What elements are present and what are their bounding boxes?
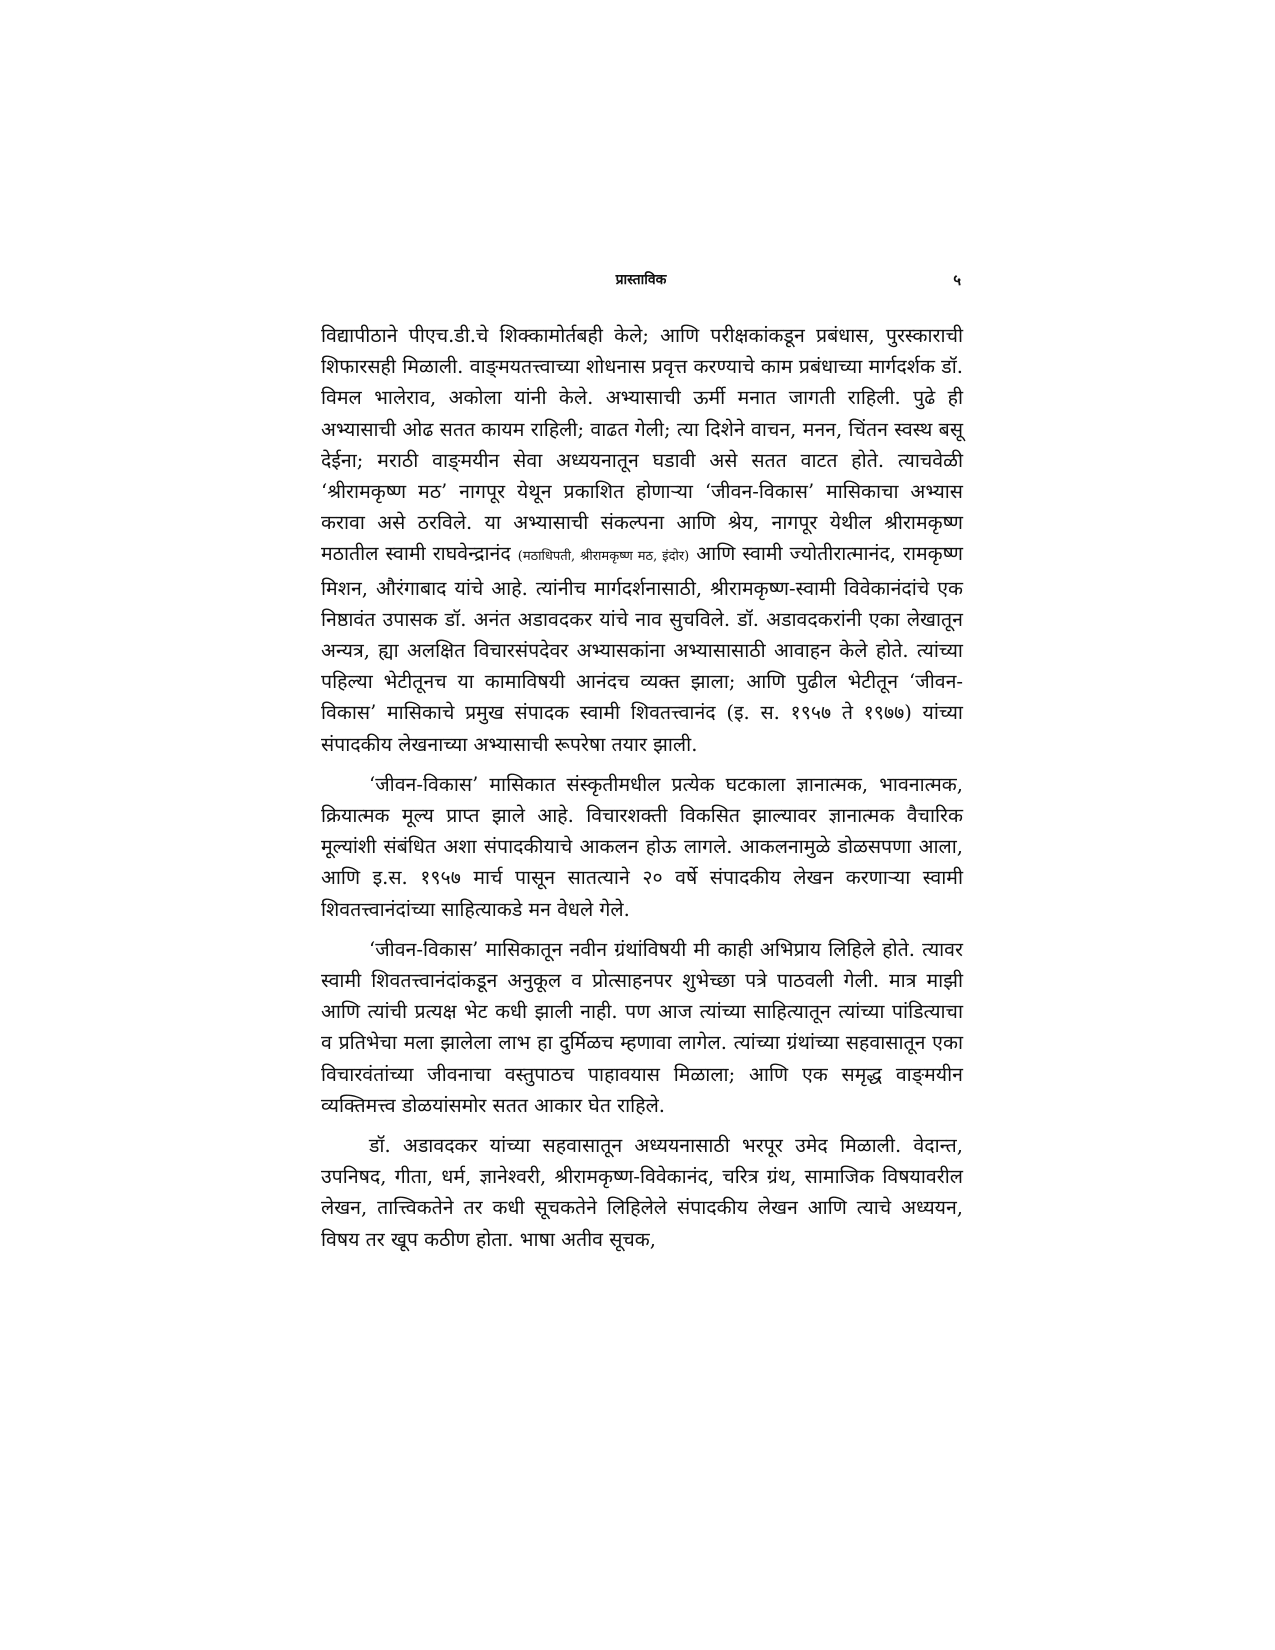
- paragraph-1-parenthetical-note: (मठाधिपती, श्रीरामकृष्ण मठ, इंदोर): [517, 549, 690, 565]
- paragraph-4: डॉ. अडावदकर यांच्या सहवासातून अध्ययनासाठी भरपूर उमेद मिळाली. वेदान्त, उपनिषद, गीता, धर्म, ज्ञानेश्वरी, श्रीरामकृष्ण-विवेकानंद, चरित्र ग्रंथ, सामाजिक विषयावरील लेखन, तात्त्विकतेने तर कधी सूचकतेने लिहिलेले संपादकीय लेखन आणि त्याचे अध्ययन, विषय तर खूप कठीण होता. भाषा अतीव सूचक,: [321, 1134, 963, 1251]
- page-number: ५: [953, 271, 961, 289]
- running-title: प्रास्ताविक: [615, 272, 667, 288]
- paragraph-3: ‘जीवन-विकास’ मासिकातून नवीन ग्रंथांविषयी मी काही अभिप्राय लिहिले होते. त्यावर स्वामी शिवतत्त्वानंदांकडून अनुकूल व प्रोत्साहनपर शुभेच्छा पत्रे पाठवली गेली. मात्र माझी आणि त्यांची प्रत्यक्ष भेट कधी झाली नाही. पण आज त्यांच्या साहित्यातून त्यांच्या पांडित्याचा व प्रतिभेचा मला झालेला लाभ हा दुर्मिळच म्हणावा लागेल. त्यांच्या ग्रंथांच्या सहवासातून एका विचारवंतांच्या जीवनाचा वस्तुपाठच पाहावयास मिळाला; आणि एक समृद्ध वाङ्‌मयीन व्यक्तिमत्त्व डोळयांसमोर सतत आकार घेत राहिले.: [321, 937, 963, 1117]
- body-text: [321, 320, 963, 1264]
- paragraph-1-text-after: आणि स्वामी ज्योतीरात्मानंद, रामकृष्ण मिशन, औरंगाबाद यांचे आहे. त्यांनीच मार्गदर्शनासाठी, श्रीरामकृष्ण-स्वामी विवेकानंदांचे एक निष्ठावंत उपासक डॉ. अनंत अडावदकर यांचे नाव सुचविले. डॉ. अडावदकरांनी एका लेखातून अन्यत्र, ह्या अलक्षित विचारसंपदेवर अभ्यासकांना अभ्यासासाठी आवाहन केले होते. त्यांच्या पहिल्या भेटीतूनच या कामाविषयी आनंदच व्यक्त झाला; आणि पुढील भेटीतून ‘जीवन-विकास’ मासिकाचे प्रमुख संपादक स्वामी शिवतत्त्वानंद (इ. स. १९५७ ते १९७७) यांच्या संपादकीय लेखनाच्या अभ्यासाची रूपरेषा तयार झाली.: [321, 542, 964, 756]
- paragraph-1: [321, 320, 963, 760]
- page-header: [321, 268, 961, 292]
- paragraph-1-text-before: विद्यापीठाने पीएच.डी.चे शिक्कामोर्तबही केले; आणि परीक्षकांकडून प्रबंधास, पुरस्काराची शिफारसही मिळाली. वाङ्‌मयतत्त्वाच्या शोधनास प्रवृत्त करण्याचे काम प्रबंधाच्या मार्गदर्शक डॉ. विमल भालेराव, अकोला यांनी केले. अभ्यासाची ऊर्मी मनात जागती राहिली. पुढे ही अभ्यासाची ओढ सतत कायम राहिली; वाढत गेली; त्या दिशेने वाचन, मनन, चिंतन स्वस्थ बसू देईना; मराठी वाङ्‌मयीन सेवा अध्ययनातून घडावी असे सतत वाटत होते. त्याचवेळी ‘श्रीरामकृष्ण मठ’ नागपूर येथून प्रकाशित होणाऱ्या ‘जीवन-विकास’ मासिकाचा अभ्यास करावा असे ठरविले. या अभ्यासाची संकल्पना आणि श्रेय, नागपूर येथील श्रीरामकृष्ण मठातील स्वामी राघवेन्द्रानंद: [321, 324, 963, 566]
- paragraph-2: ‘जीवन-विकास’ मासिकात संस्कृतीमधील प्रत्येक घटकाला ज्ञानात्मक, भावनात्मक, क्रियात्मक मूल्य प्राप्त झाले आहे. विचारशक्ती विकसित झाल्यावर ज्ञानात्मक वैचारिक मूल्यांशी संबंधित अशा संपादकीयाचे आकलन होऊ लागले. आकलनामुळे डोळसपणा आला, आणि इ.स. १९५७ मार्च पासून सातत्याने २० वर्षे संपादकीय लेखन करणाऱ्या स्वामी शिवतत्त्वानंदांच्या साहित्याकडे मन वेधले गेले.: [321, 772, 963, 921]
